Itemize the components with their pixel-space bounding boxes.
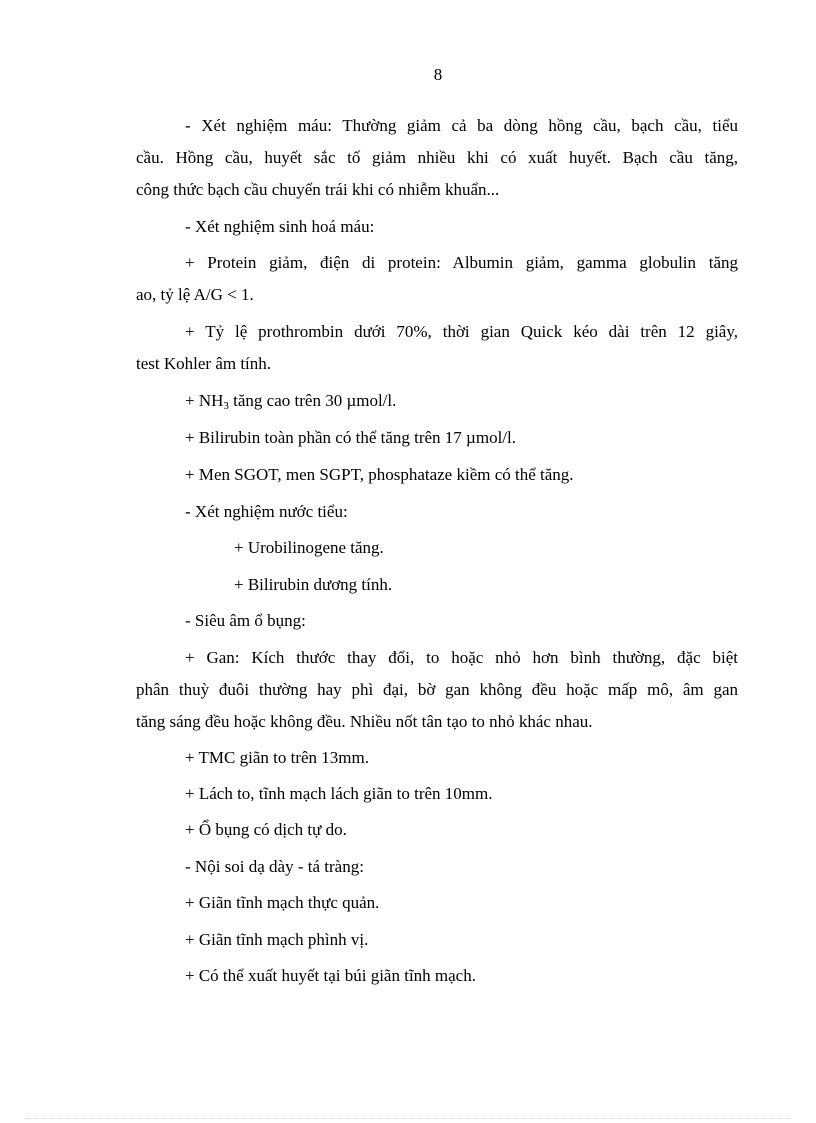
nh3-suffix: tăng cao trên 30 µmol/l. (228, 391, 397, 410)
nh3-subscript: 3 (223, 400, 229, 412)
ultrasound-tmc: + TMC giãn to trên 13mm. (185, 748, 369, 767)
ultrasound-liver-line-1: + Gan: Kích thước thay đổi, to hoặc nhỏ hơn bình thường, đặc biệt (185, 648, 738, 667)
urine-item-2: + Bilirubin dương tính. (234, 575, 393, 594)
biochem-protein-line-1: + Protein giảm, điện di protein: Albumin giảm, gamma globulin tăng (185, 253, 738, 272)
ultrasound-liver-line-3: tăng sáng đều hoặc không đều. Nhiều nốt tân tạo to nhỏ khác nhau. (136, 712, 593, 731)
endoscopy-heading: - Nội soi dạ dày - tá tràng: (185, 857, 364, 876)
blood-test-line-1: - Xét nghiệm máu: Thường giảm cả ba dòng hồng cầu, bạch cầu, tiểu (185, 116, 738, 135)
biochem-protein-line-2: ao, tỷ lệ A/G < 1. (136, 285, 254, 304)
endoscopy-item-1: + Giãn tĩnh mạch thực quản. (185, 893, 380, 912)
ultrasound-spleen: + Lách to, tĩnh mạch lách giãn to trên 10mm. (185, 784, 493, 803)
biochem-enzymes: + Men SGOT, men SGPT, phosphataze kiềm có thể tăng. (185, 465, 574, 484)
biochem-prothrombin-line-2: test Kohler âm tính. (136, 354, 272, 373)
urine-heading: - Xét nghiệm nước tiểu: (185, 502, 348, 521)
nh3-prefix: + NH (185, 391, 224, 410)
blood-test-line-2: cầu. Hồng cầu, huyết sắc tố giảm nhiều khi có xuất huyết. Bạch cầu tăng, (136, 148, 738, 167)
urine-item-1: + Urobilinogene tăng. (234, 538, 384, 557)
biochem-prothrombin-line-1: + Tỷ lệ prothrombin dưới 70%, thời gian Quick kéo dài trên 12 giây, (185, 322, 738, 341)
endoscopy-item-3: + Có thể xuất huyết tại búi giãn tĩnh mạch. (185, 966, 476, 985)
endoscopy-item-2: + Giãn tĩnh mạch phình vị. (185, 930, 369, 949)
page-number: 8 (433, 65, 443, 84)
ultrasound-liver-line-2: phân thuỳ đuôi thường hay phì đại, bờ gan không đều hoặc mấp mô, âm gan (136, 680, 738, 699)
ultrasound-ascites: + Ổ bụng có dịch tự do. (185, 820, 347, 839)
ultrasound-heading: - Siêu âm ổ bụng: (185, 611, 306, 630)
biochem-nh3 (185, 390, 396, 417)
blood-test-line-3: công thức bạch cầu chuyển trái khi có nhiễm khuẩn... (136, 180, 500, 199)
biochem-bilirubin: + Bilirubin toàn phần có thể tăng trên 17 µmol/l. (185, 428, 516, 447)
page-bottom-divider (24, 1118, 792, 1119)
biochem-heading: - Xét nghiệm sinh hoá máu: (185, 217, 375, 236)
